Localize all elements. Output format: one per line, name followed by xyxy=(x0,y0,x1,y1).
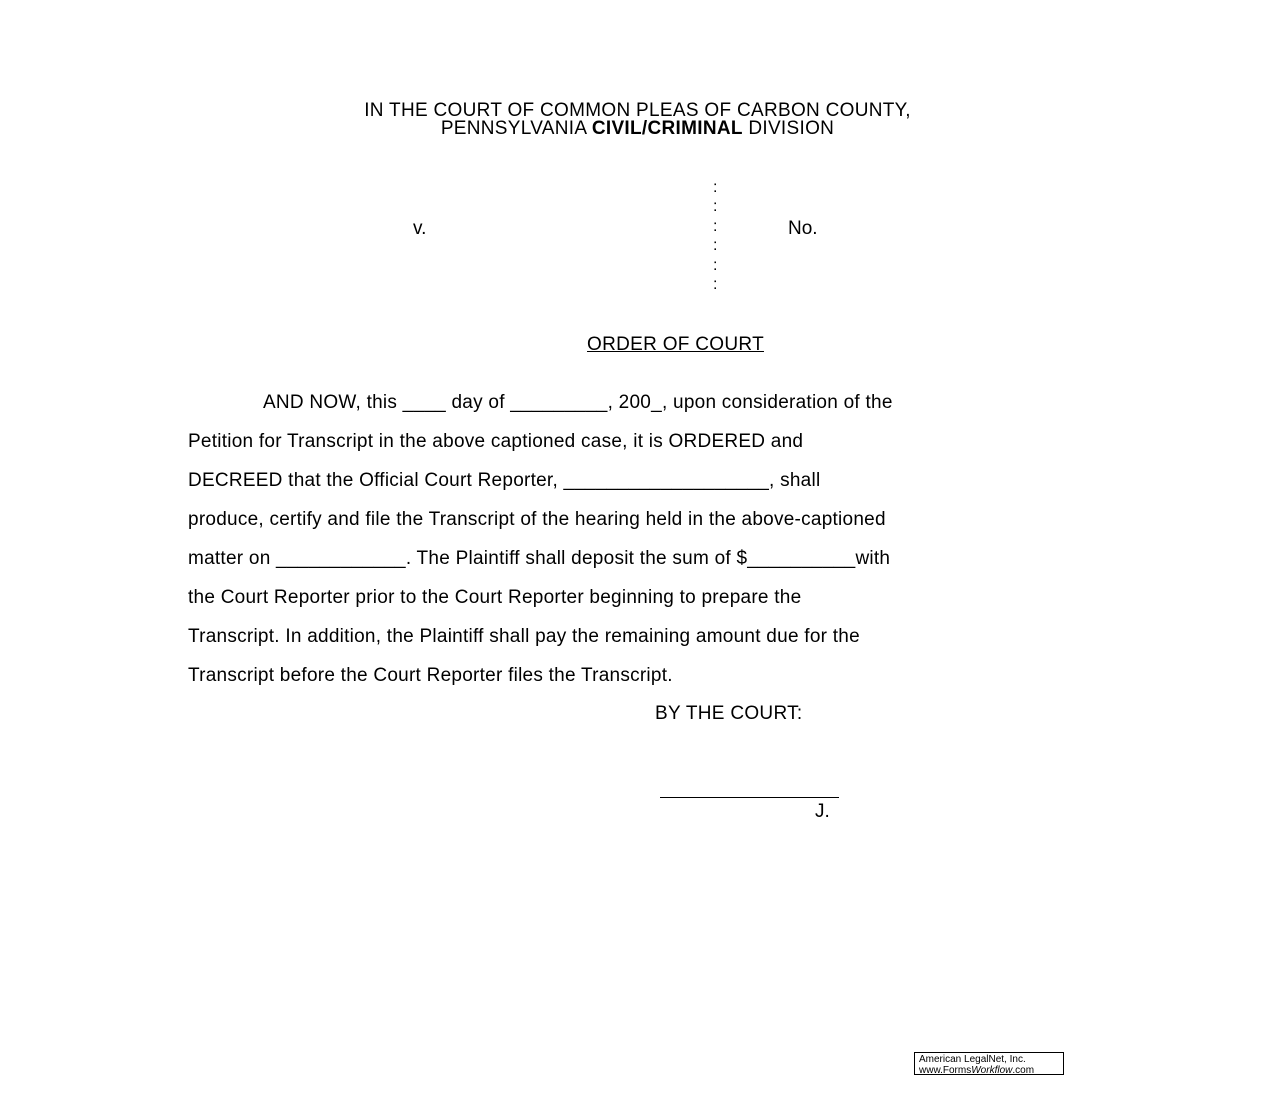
header-slash: / xyxy=(641,118,648,139)
caption-colon: : xyxy=(713,276,718,293)
court-header-line-2 xyxy=(0,119,1275,138)
caption-colon: : xyxy=(713,257,718,274)
stamp-website xyxy=(919,1065,1063,1076)
header-division: DIVISION xyxy=(742,118,835,139)
caption-colon: : xyxy=(713,179,718,196)
body-line: produce, certify and file the Transcript of the hearing held in the above-captioned xyxy=(188,509,886,530)
body-line: DECREED that the Official Court Reporter, ___________________, shall xyxy=(188,470,821,491)
order-title: ORDER OF COURT xyxy=(587,334,764,355)
caption-colon: : xyxy=(713,198,718,215)
body-line: matter on ____________. The Plaintiff shall deposit the sum of $__________with xyxy=(188,548,891,569)
body-line: the Court Reporter prior to the Court Reporter beginning to prepare the xyxy=(188,587,802,608)
stamp-website-suffix: .com xyxy=(1012,1065,1035,1076)
body-line: Transcript before the Court Reporter files the Transcript. xyxy=(188,665,673,686)
header-state: PENNSYLVANIA xyxy=(440,118,592,139)
caption-colon: : xyxy=(713,237,718,254)
body-line: Petition for Transcript in the above captioned case, it is ORDERED and xyxy=(188,431,804,452)
stamp-company: American LegalNet, Inc. xyxy=(919,1054,1026,1065)
body-line: Transcript. In addition, the Plaintiff shall pay the remaining amount due for the xyxy=(188,626,860,647)
by-the-court-label: BY THE COURT: xyxy=(655,703,803,724)
court-header-line-1: IN THE COURT OF COMMON PLEAS OF CARBON COUNTY, xyxy=(364,100,911,121)
stamp-website-italic: Workflow xyxy=(971,1065,1013,1076)
header-criminal: CRIMINAL xyxy=(647,118,743,139)
caption-colon: : xyxy=(713,218,718,235)
judge-suffix: J. xyxy=(815,801,830,822)
publisher-stamp xyxy=(914,1052,1064,1075)
judge-signature-line xyxy=(660,797,839,798)
case-number-label: No. xyxy=(788,218,818,239)
versus-label: v. xyxy=(413,218,427,239)
stamp-website-prefix: www.Forms xyxy=(919,1065,972,1076)
body-line: AND NOW, this ____ day of _________, 200_, upon consideration of the xyxy=(263,392,893,413)
header-civil: CIVIL xyxy=(591,118,642,139)
